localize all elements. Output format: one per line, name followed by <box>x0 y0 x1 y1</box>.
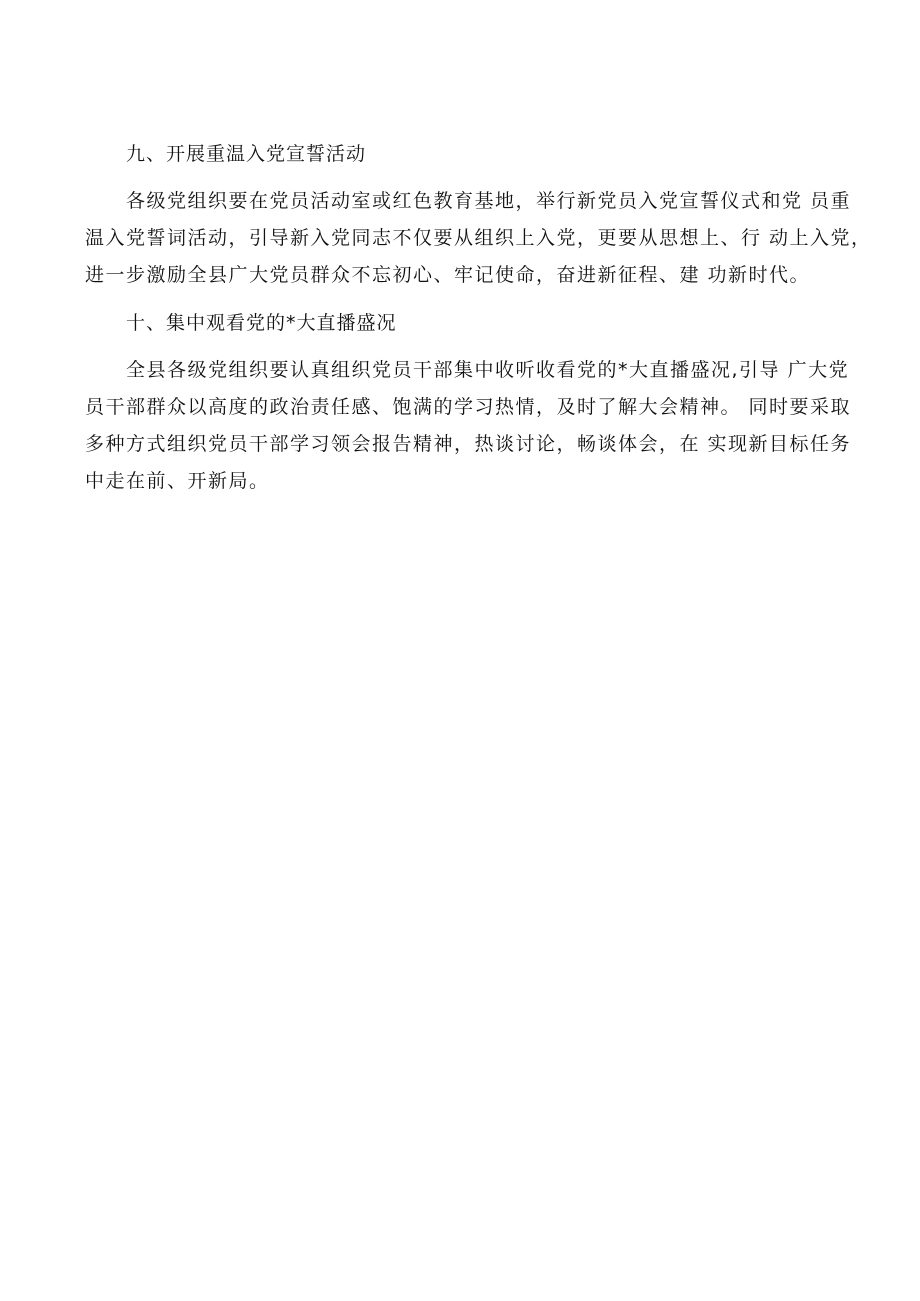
paragraph-line: 全县各级党组织要认真组织党员干部集中收听收看党的*大直播盛况,引导 广大党 <box>126 359 850 381</box>
section-paragraph-ten <box>85 352 851 500</box>
paragraph-line: 多种方式组织党员干部学习领会报告精神，热谈讨论，畅谈体会，在 实现新目标任务 <box>85 433 852 455</box>
paragraph-line: 进一步激励全县广大党员群众不忘初心、牢记使命，奋进新征程、建 功新时代。 <box>85 264 811 286</box>
section-paragraph-nine <box>85 183 872 294</box>
section-heading-ten: 十、集中观看党的*大直播盛况 <box>126 312 397 334</box>
paragraph-line: 各级党组织要在党员活动室或红色教育基地，举行新党员入党宣誓仪式和党 员重 <box>126 190 852 212</box>
paragraph-line: 中走在前、开新局。 <box>85 470 270 492</box>
section-heading-nine: 九、开展重温入党宣誓活动 <box>126 143 367 165</box>
paragraph-line: 温入党誓词活动，引导新入党同志不仅要从组织上入党，更要从思想上、行 动上入党， <box>85 227 872 249</box>
document-body <box>85 136 872 511</box>
paragraph-line: 员干部群众以高度的政治责任感、饱满的学习热情，及时了解大会精神。 同时要采取 <box>85 396 852 418</box>
